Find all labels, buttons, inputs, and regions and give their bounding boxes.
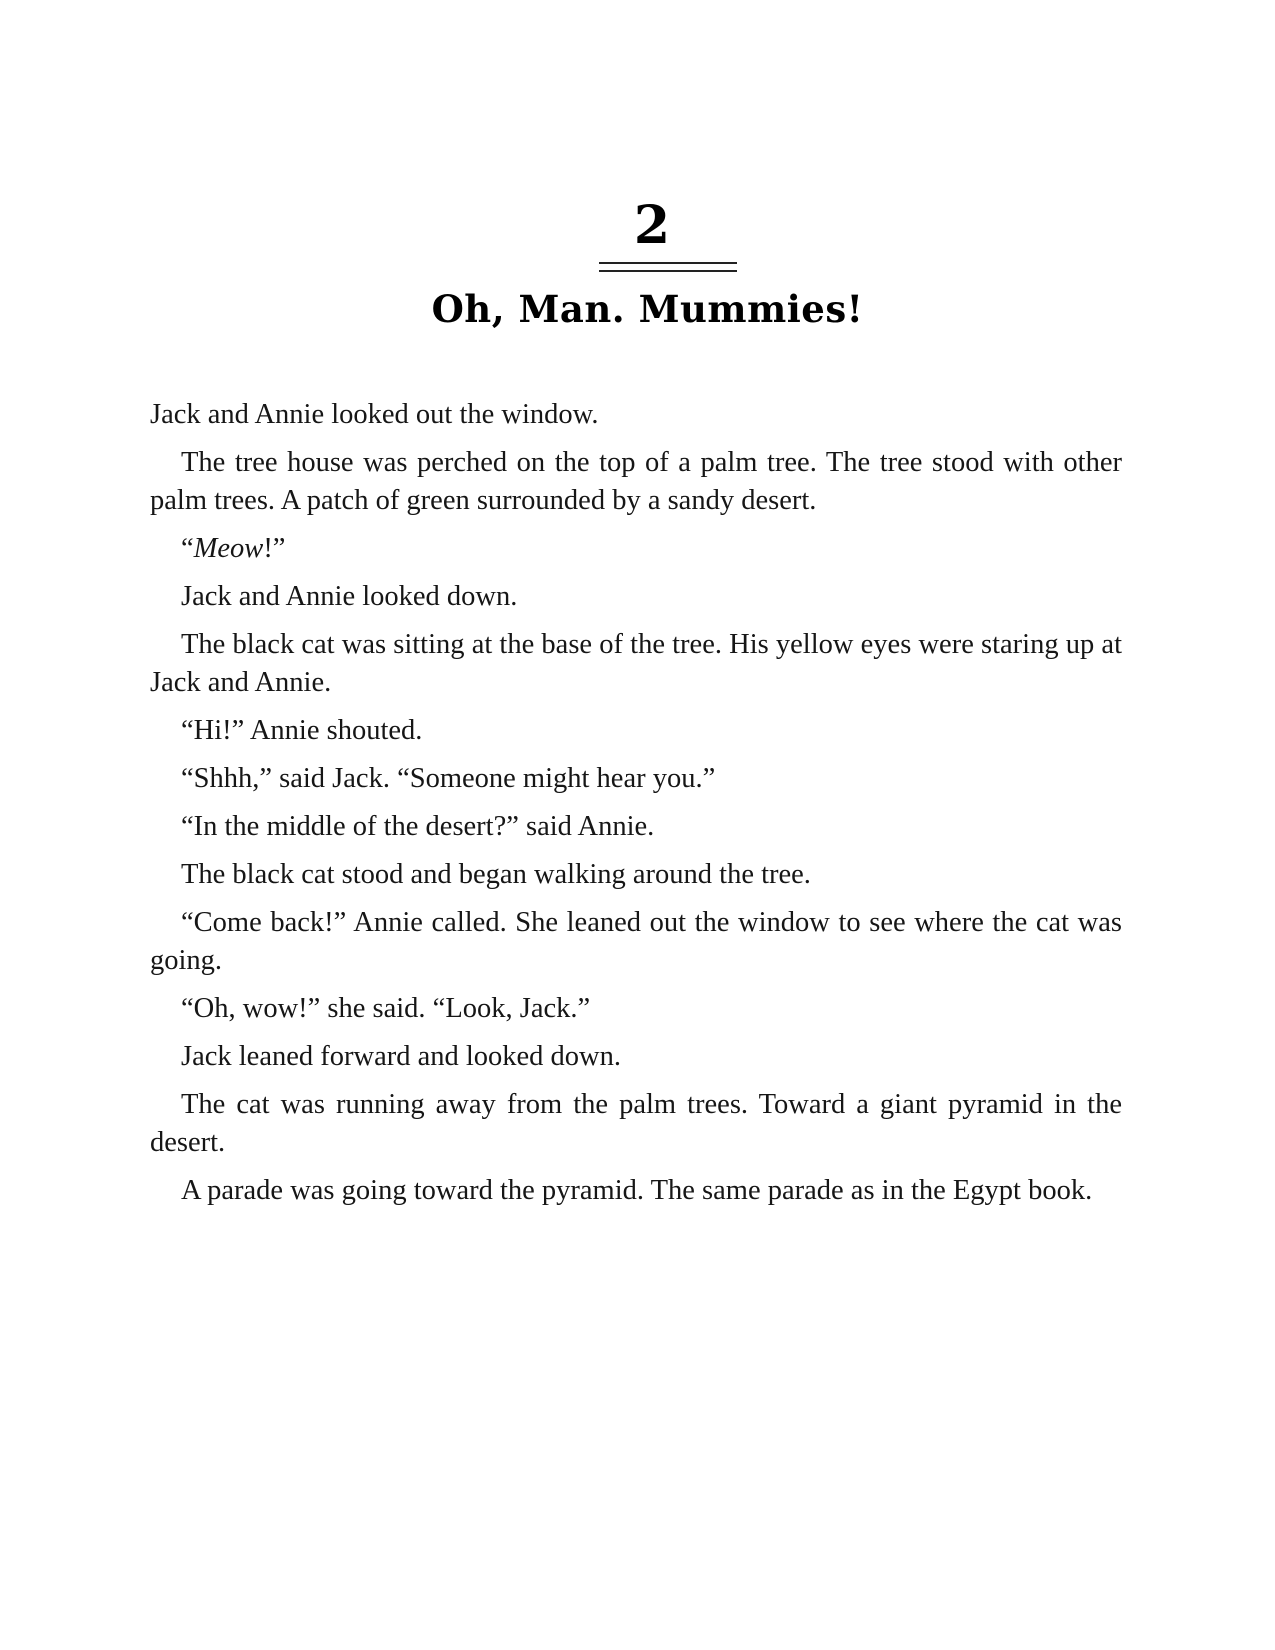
paragraph: Jack and Annie looked down. — [181, 581, 518, 612]
quote-open: “ — [181, 533, 194, 564]
chapter-header — [0, 196, 1275, 334]
paragraph — [150, 530, 1122, 568]
paragraph: The cat was running away from the palm trees. Toward a giant pyramid in the desert. — [150, 1089, 1122, 1158]
paragraph: “Shhh,” said Jack. “Someone might hear you.” — [181, 763, 716, 794]
emphasis-text: Meow — [193, 533, 264, 564]
paragraph: A parade was going toward the pyramid. The same parade as in the Egypt book. — [181, 1175, 1093, 1206]
chapter-number: 2 — [633, 195, 672, 256]
paragraph: “Come back!” Annie called. She leaned out the window to see where the cat was going. — [150, 907, 1122, 976]
paragraph: Jack leaned forward and looked down. — [181, 1041, 622, 1072]
paragraph: Jack and Annie looked out the window. — [150, 399, 599, 430]
chapter-divider — [599, 262, 737, 272]
paragraph: The black cat was sitting at the base of the tree. His yellow eyes were staring up at Jack and Annie. — [150, 629, 1122, 698]
paragraph: “Hi!” Annie shouted. — [181, 715, 423, 746]
quote-close: !” — [263, 533, 286, 564]
paragraph: “Oh, wow!” she said. “Look, Jack.” — [181, 993, 591, 1024]
paragraph: “In the middle of the desert?” said Annie. — [181, 811, 655, 842]
chapter-body — [150, 396, 1122, 1220]
chapter-title: Oh, Man. Mummies! — [431, 287, 864, 331]
paragraph: The tree house was perched on the top of a palm tree. The tree stood with other palm trees. A patch of green surrounded by a sandy desert. — [150, 447, 1122, 516]
paragraph: The black cat stood and began walking around the tree. — [181, 859, 811, 890]
